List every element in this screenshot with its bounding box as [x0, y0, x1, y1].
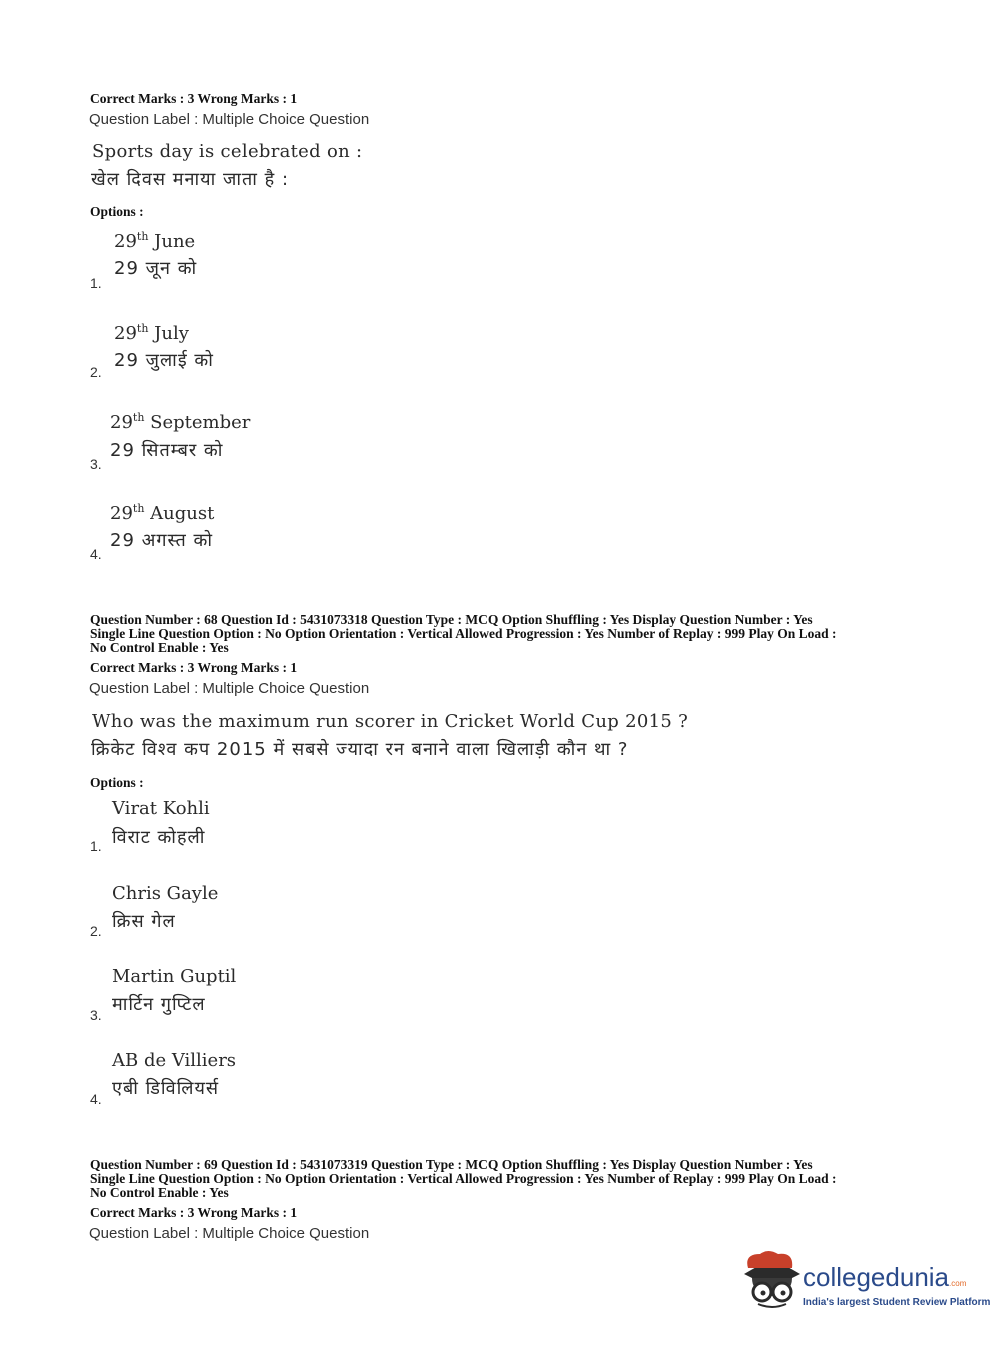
q68-option-3-en: Martin Guptil	[112, 966, 237, 987]
q67-options-title: Options :	[90, 204, 144, 219]
q68-question-label: Question Label : Multiple Choice Question	[89, 680, 370, 697]
q68-option-2-en: Chris Gayle	[112, 883, 219, 904]
q67-option-4-hi: 29 अगस्त को	[110, 530, 213, 551]
q68-option-4-hi: एबी डिविलियर्स	[112, 1078, 220, 1099]
q68-question-text-hi: क्रिकेट विश्व कप 2015 में सबसे ज्यादा रन बनाने वाला खिलाड़ी कौन था ?	[91, 739, 629, 760]
q67-question-text-hi: खेल दिवस मनाया जाता है :	[91, 169, 290, 190]
q68-meta-line-3: No Control Enable : Yes	[90, 640, 229, 655]
collegedunia-tagline: India's largest Student Review Platform	[803, 1297, 991, 1308]
q69-meta-line-1: Question Number : 69 Question Id : 5431073319 Question Type : MCQ Option Shuffling : Yes Display Question Number : Yes	[90, 1157, 813, 1172]
q69-meta-line-2: Single Line Question Option : No Option Orientation : Vertical Allowed Progression : Yes Number of Replay : 999 Play On Load :	[90, 1171, 837, 1186]
q68-option-2-hi: क्रिस गेल	[112, 911, 176, 932]
q68-option-1-number: 1.	[90, 838, 102, 854]
q67-option-2-hi: 29 जुलाई को	[114, 350, 214, 371]
q68-option-3-number: 3.	[90, 1007, 102, 1023]
q67-question-label: Question Label : Multiple Choice Question	[89, 111, 370, 128]
q67-marks: Correct Marks : 3 Wrong Marks : 1	[90, 91, 298, 106]
q68-question-text-en: Who was the maximum run scorer in Cricket World Cup 2015 ?	[92, 711, 689, 732]
q67-option-1-en: 29th June	[114, 230, 196, 252]
q67-option-3-number: 3.	[90, 456, 102, 472]
q69-meta-line-3: No Control Enable : Yes	[90, 1185, 229, 1200]
q68-option-4-number: 4.	[90, 1091, 102, 1107]
q68-option-1-hi: विराट कोहली	[112, 827, 206, 848]
q67-option-1-hi: 29 जून को	[114, 258, 198, 279]
q68-marks: Correct Marks : 3 Wrong Marks : 1	[90, 660, 298, 675]
collegedunia-logo-text[interactable]: collegedunia.com	[803, 1262, 967, 1292]
collegedunia-mascot-icon	[738, 1248, 804, 1312]
q67-option-1-number: 1.	[90, 275, 102, 291]
q67-option-2-number: 2.	[90, 364, 102, 380]
q67-question-text-en: Sports day is celebrated on :	[92, 141, 363, 162]
q69-marks: Correct Marks : 3 Wrong Marks : 1	[90, 1205, 298, 1220]
q67-option-2-en: 29th July	[114, 322, 189, 344]
q68-option-1-en: Virat Kohli	[112, 798, 210, 819]
q67-option-4-number: 4.	[90, 546, 102, 562]
q67-option-3-hi: 29 सितम्बर को	[110, 440, 224, 461]
q67-option-3-en: 29th September	[110, 411, 251, 433]
q69-question-label: Question Label : Multiple Choice Question	[89, 1225, 370, 1242]
q68-meta-line-2: Single Line Question Option : No Option Orientation : Vertical Allowed Progression : Yes Number of Replay : 999 Play On Load :	[90, 626, 837, 641]
q67-option-4-en: 29th August	[110, 502, 215, 524]
logo-domain-suffix: .com	[949, 1279, 967, 1288]
q68-options-title: Options :	[90, 775, 144, 790]
q68-option-4-en: AB de Villiers	[112, 1050, 237, 1071]
q68-meta-line-1: Question Number : 68 Question Id : 5431073318 Question Type : MCQ Option Shuffling : Yes Display Question Number : Yes	[90, 612, 813, 627]
q68-option-2-number: 2.	[90, 923, 102, 939]
q68-option-3-hi: मार्टिन गुप्टिल	[112, 994, 206, 1015]
